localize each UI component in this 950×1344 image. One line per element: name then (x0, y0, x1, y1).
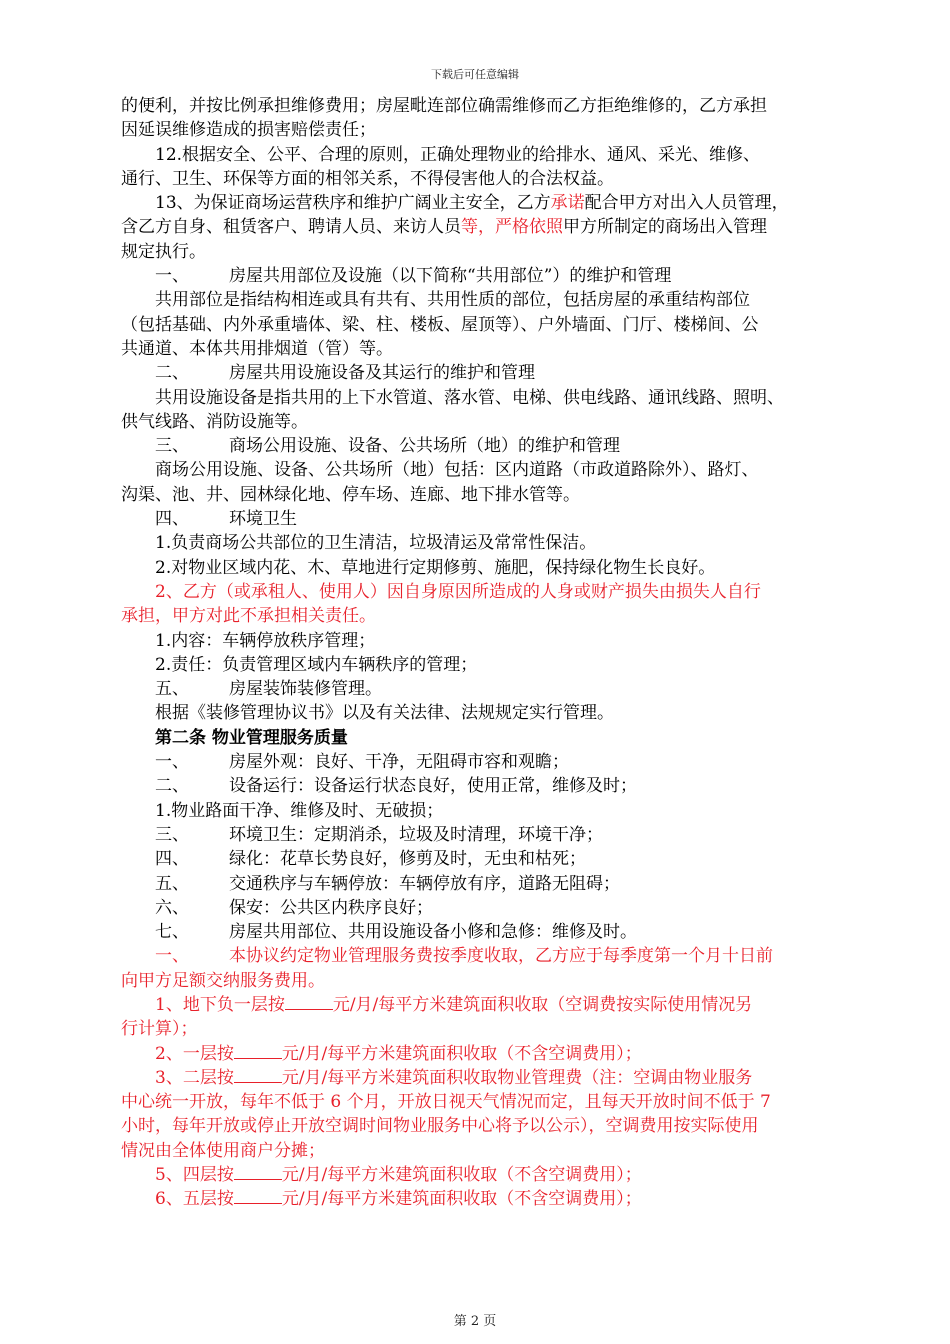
fee-item (121, 1163, 833, 1187)
item-number: 三、 (155, 824, 189, 845)
section-number: 三、 (155, 436, 189, 457)
red-notice-line: 2、乙方（或承租人、使用人）因自身原因所造成的人身或财产损失由损失人自行 (155, 581, 761, 602)
list-item: 2.对物业区域内花、木、草地进行定期修剪、施肥，保持绿化物生长良好。 (155, 557, 716, 578)
paragraph-line: 商场公用设施、设备、公共场所（地）包括：区内道路（市政道路除外）、路灯、 (155, 460, 759, 481)
section-number: 二、 (155, 363, 189, 384)
blank-field (285, 994, 333, 1010)
quality-item (121, 774, 833, 798)
fee-line: 中心统一开放，每年不低于 6 个月，开放日视天气情况而定，且每天开放时间不低于 7 (121, 1092, 771, 1113)
fee-line: 情况由全体使用商户分摊； (121, 1140, 325, 1161)
text: 1、地下负一层按 (155, 994, 285, 1015)
item-text: 房屋共用部位、共用设施设备小修和急修：维修及时。 (229, 922, 637, 943)
section-heading (121, 264, 833, 288)
fee-heading (121, 944, 833, 968)
fee-item (121, 1042, 833, 1066)
paragraph-line: 的便利，并按比例承担维修费用；房屋毗连部位确需维修而乙方拒绝维修的，乙方承担 (121, 96, 767, 116)
quality-item (121, 920, 833, 944)
item-text: 绿化：花草长势良好，修剪及时，无虫和枯死； (229, 849, 586, 870)
quality-item (121, 896, 833, 920)
red-notice-line: 承担，甲方对此不承担相关责任。 (121, 606, 376, 627)
blank-field (234, 1043, 282, 1059)
quality-item: 1.物业路面干净、维修及时、无破损； (155, 800, 444, 821)
text: 5、四层按 (155, 1165, 234, 1186)
text: 3、二层按 (155, 1067, 234, 1088)
section-heading (121, 361, 833, 385)
text: 13、为保证商场运营秩序和维护广阔业主安全，乙方 (155, 193, 551, 214)
paragraph-line: 因延误维修造成的损害赔偿责任； (121, 120, 376, 141)
item-text: 设备运行：设备运行状态良好，使用正常，维修及时； (229, 776, 637, 797)
section-heading (121, 677, 833, 701)
section-title: 房屋装饰装修管理。 (229, 679, 382, 700)
item-number: 六、 (155, 897, 189, 918)
quality-item (121, 847, 833, 871)
paragraph-line: 共通道、本体共用排烟道（管）等。 (121, 338, 393, 359)
quality-item (121, 823, 833, 847)
section-title: 房屋共用设施设备及其运行的维护和管理 (229, 363, 535, 384)
clause-13-line: 规定执行。 (121, 241, 206, 262)
section-number: 四、 (155, 509, 189, 530)
paragraph-line: （包括基础、内外承重墙体、梁、柱、楼板、屋顶等）、户外墙面、门厅、楼梯间、公 (121, 314, 759, 335)
section-number: 五、 (155, 679, 189, 700)
text: 含乙方自身、租赁客户、聘请人员、来访人员 (121, 217, 461, 238)
clause-12-line: 12.根据安全、公平、合理的原则，正确处理物业的给排水、通风、采光、维修、 (155, 144, 761, 165)
fee-line: 行计算）； (121, 1019, 198, 1040)
item-text: 本协议约定物业管理服务费按季度收取，乙方应于每季度第一个月十日前 (229, 946, 773, 967)
blank-field (234, 1188, 282, 1204)
text: 配合甲方对出入人员管理， (584, 193, 789, 214)
item-text: 环境卫生：定期消杀，垃圾及时清理，环境干净； (229, 824, 603, 845)
item-number: 五、 (155, 873, 189, 894)
section-number: 一、 (155, 266, 189, 287)
quality-item (121, 750, 833, 774)
page-footer: 第 2 页 (453, 1314, 497, 1329)
item-number: 七、 (155, 922, 189, 943)
clause-12-line: 通行、卫生、环保等方面的相邻关系，不得侵害他人的合法权益。 (121, 168, 614, 189)
page-header: 下载后可任意编辑 (431, 68, 519, 81)
list-item: 2.责任：负责管理区域内车辆秩序的管理； (155, 654, 478, 675)
fee-item (121, 1187, 833, 1211)
clause-13-line (121, 191, 833, 215)
fee-line: 小时，每年开放或停止开放空调时间物业服务中心将予以公示），空调费用按实际使用 (121, 1116, 759, 1137)
quality-item (121, 872, 833, 896)
fee-item (121, 1066, 833, 1090)
document-body (121, 94, 833, 1212)
paragraph-line: 共用部位是指结构相连或具有共有、共用性质的部位，包括房屋的承重结构部位 (155, 290, 750, 311)
paragraph-line: 共用设施设备是指共用的上下水管道、落水管、电梯、供电线路、通讯线路、照明、 (155, 387, 784, 408)
blank-field (234, 1067, 282, 1083)
item-number: 四、 (155, 849, 189, 870)
text: 元/月/每平方米建筑面积收取（不含空调费用）； (281, 1165, 642, 1186)
text: 2、一层按 (155, 1043, 234, 1064)
article-heading: 第二条 物业管理服务质量 (155, 727, 348, 748)
fee-line: 向甲方足额交纳服务费用。 (121, 970, 325, 991)
section-title: 商场公用设施、设备、公共场所（地）的维护和管理 (229, 436, 620, 457)
list-item: 1.内容：车辆停放秩序管理； (155, 630, 376, 651)
blank-field (234, 1164, 282, 1180)
text: 元/月/每平方米建筑面积收取（空调费按实际使用情况另 (332, 994, 753, 1015)
item-number: 二、 (155, 776, 189, 797)
fee-item (121, 993, 833, 1017)
highlight-text: 等，严格依照 (461, 217, 563, 238)
item-text: 保安：公共区内秩序良好； (229, 897, 433, 918)
list-item: 1.负责商场公共部位的卫生清洁，垃圾清运及常常性保洁。 (155, 533, 597, 554)
section-heading (121, 434, 833, 458)
section-title: 房屋共用部位及设施（以下简称“共用部位”）的维护和管理 (229, 266, 672, 287)
text: 6、五层按 (155, 1189, 234, 1210)
section-heading (121, 507, 833, 531)
item-text: 房屋外观：良好、干净，无阻碍市容和观瞻； (229, 752, 569, 773)
text: 元/月/每平方米建筑面积收取（不含空调费用）； (281, 1189, 642, 1210)
highlight-text: 承诺 (550, 193, 585, 214)
clause-13-line (121, 215, 833, 239)
item-number: 一、 (155, 946, 189, 967)
paragraph-line: 根据《装修管理协议书》以及有关法律、法规规定实行管理。 (155, 703, 614, 724)
item-text: 交通秩序与车辆停放：车辆停放有序，道路无阻碍； (229, 873, 620, 894)
paragraph-line: 沟渠、池、井、园林绿化地、停车场、连廊、地下排水管等。 (121, 484, 580, 505)
text: 元/月/每平方米建筑面积收取物业管理费（注：空调由物业服务 (281, 1067, 753, 1088)
item-number: 一、 (155, 752, 189, 773)
section-title: 环境卫生 (229, 509, 297, 530)
text: 元/月/每平方米建筑面积收取（不含空调费用）； (281, 1043, 642, 1064)
paragraph-line: 供气线路、消防设施等。 (121, 411, 308, 432)
text: 甲方所制定的商场出入管理 (563, 217, 767, 238)
